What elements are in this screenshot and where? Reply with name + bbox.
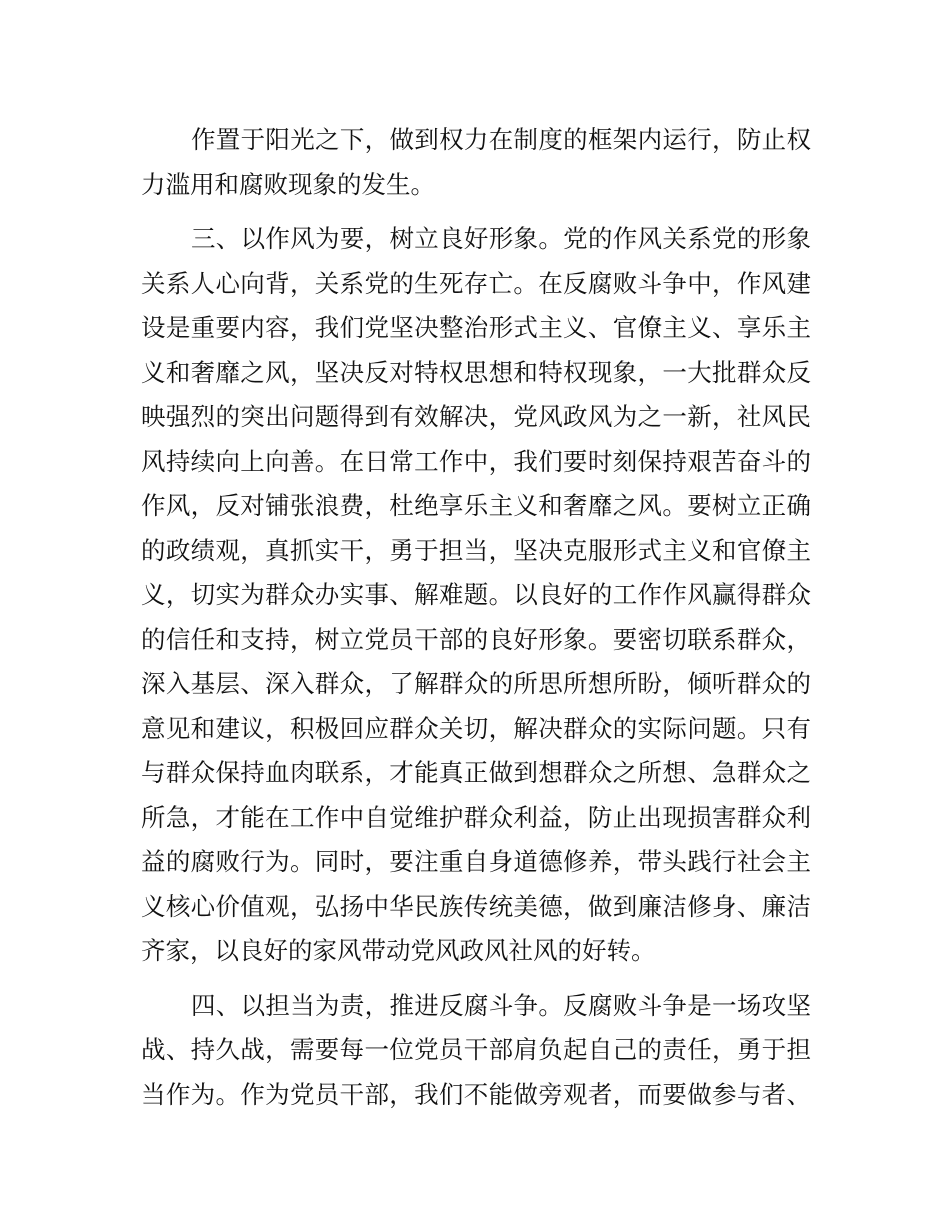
text-line: 当作为。作为党员干部，我们不能做旁观者，而要做参与者、 — [141, 1079, 811, 1109]
text-line: 深入基层、深入群众，了解群众的所思所想所盼，倾听群众的 — [141, 669, 811, 698]
text-line: 义和奢靡之风，坚决反对特权思想和特权现象，一大批群众反 — [141, 357, 811, 387]
text-line: 齐家，以良好的家风带动党风政风社风的好转。 — [141, 936, 656, 965]
text-line: 设是重要内容，我们党坚决整治形式主义、官僚主义、享乐主 — [141, 313, 811, 342]
text-line: 四、以担当为责，推进反腐斗争。反腐败斗争是一场攻坚 — [191, 990, 811, 1020]
text-line: 三、以作风为要，树立良好形象。党的作风关系党的形象 — [191, 224, 811, 253]
text-line: 作风，反对铺张浪费，杜绝享乐主义和奢靡之风。要树立正确 — [141, 491, 811, 520]
text-line: 的信任和支持，树立党员干部的良好形象。要密切联系群众， — [141, 624, 811, 654]
text-line: 作置于阳光之下，做到权力在制度的框架内运行，防止权 — [191, 125, 811, 154]
text-line: 战、持久战，需要每一位党员干部肩负起自己的责任，勇于担 — [141, 1035, 811, 1064]
text-line: 风持续向上向善。在日常工作中，我们要时刻保持艰苦奋斗的 — [141, 446, 811, 476]
text-line: 映强烈的突出问题得到有效解决，党风政风为之一新，社风民 — [141, 402, 811, 431]
text-line: 义，切实为群众办实事、解难题。以良好的工作作风赢得群众 — [141, 580, 811, 609]
paragraph-section-four — [141, 984, 811, 1118]
text-line: 与群众保持血肉联系，才能真正做到想群众之所想、急群众之 — [141, 758, 811, 787]
text-line: 意见和建议，积极回应群众关切，解决群众的实际问题。只有 — [141, 713, 811, 743]
text-line: 益的腐败行为。同时，要注重自身道德修养，带头践行社会主 — [141, 847, 811, 876]
text-line: 的政绩观，真抓实干，勇于担当，坚决克服形式主义和官僚主 — [141, 535, 811, 565]
paragraph-continuation — [141, 118, 811, 207]
text-line: 关系人心向背，关系党的生死存亡。在反腐败斗争中，作风建 — [141, 268, 811, 298]
paragraph-section-three — [141, 217, 811, 974]
text-line: 所急，才能在工作中自觉维护群众利益，防止出现损害群众利 — [141, 802, 811, 832]
text-line: 义核心价值观，弘扬中华民族传统美德，做到廉洁修身、廉洁 — [141, 891, 811, 921]
document-page — [141, 118, 811, 1127]
text-line: 力滥用和腐败现象的发生。 — [141, 169, 435, 199]
